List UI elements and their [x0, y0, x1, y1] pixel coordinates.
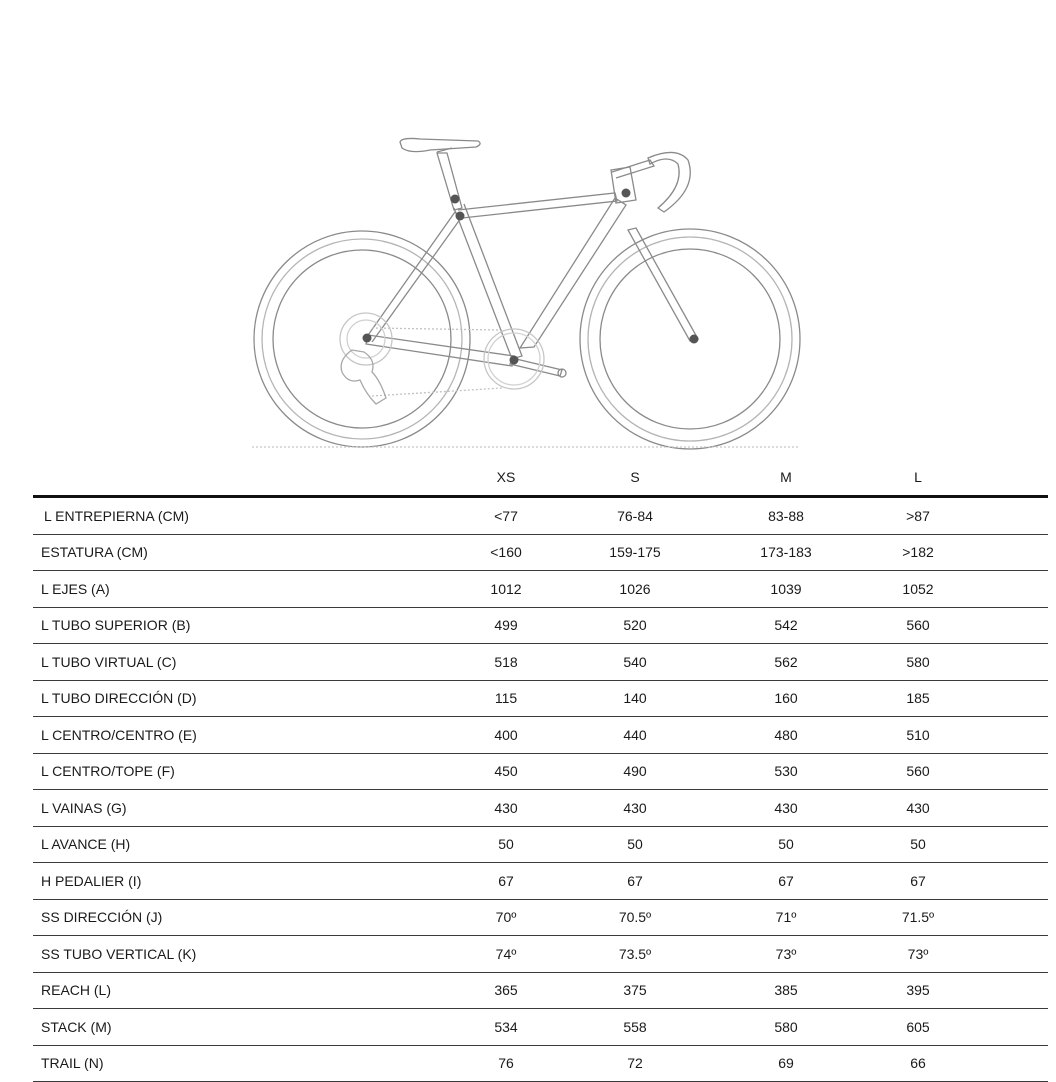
row-value: 83-88 — [768, 508, 804, 524]
row-value: 71.5º — [902, 909, 934, 925]
table-row — [33, 535, 1048, 572]
table-row — [33, 717, 1048, 754]
row-label: STACK (M) — [41, 1019, 112, 1035]
row-value: 375 — [623, 982, 646, 998]
row-label: SS TUBO VERTICAL (K) — [41, 946, 196, 962]
row-value: >87 — [906, 508, 930, 524]
table-row — [33, 863, 1048, 900]
row-value: 70º — [496, 909, 517, 925]
size-header-l: L — [914, 469, 922, 485]
row-value: 365 — [494, 982, 517, 998]
row-label: L TUBO SUPERIOR (B) — [41, 617, 190, 633]
row-value: 115 — [495, 690, 517, 706]
table-row — [33, 644, 1048, 681]
row-value: 430 — [494, 800, 517, 816]
table-body — [33, 498, 1048, 1082]
row-value: 400 — [494, 727, 517, 743]
row-value: 605 — [906, 1019, 929, 1035]
geometry-table — [33, 460, 1048, 1082]
row-value: 395 — [906, 982, 929, 998]
table-row — [33, 900, 1048, 937]
row-label: L EJES (A) — [41, 581, 110, 597]
row-label: L CENTRO/TOPE (F) — [41, 763, 175, 779]
row-value: 430 — [623, 800, 646, 816]
table-row — [33, 754, 1048, 791]
row-value: 66 — [910, 1055, 926, 1071]
row-value: 50 — [910, 836, 926, 852]
row-label: L ENTREPIERNA (CM) — [44, 508, 189, 524]
row-label: L CENTRO/CENTRO (E) — [41, 727, 197, 743]
row-value: 67 — [627, 873, 643, 889]
table-row — [33, 973, 1048, 1010]
row-value: 67 — [910, 873, 926, 889]
row-value: 430 — [774, 800, 797, 816]
size-header-m: M — [780, 469, 792, 485]
table-row — [33, 1009, 1048, 1046]
row-value: 1026 — [619, 581, 650, 597]
row-label: TRAIL (N) — [41, 1055, 103, 1071]
row-value: 560 — [906, 763, 929, 779]
row-value: 499 — [494, 617, 517, 633]
row-value: 76-84 — [617, 508, 653, 524]
row-value: 67 — [498, 873, 514, 889]
row-value: 160 — [774, 690, 797, 706]
row-value: 73º — [776, 946, 797, 962]
row-value: 562 — [774, 654, 797, 670]
row-value: 50 — [627, 836, 643, 852]
row-label: L TUBO VIRTUAL (C) — [41, 654, 176, 670]
table-row — [33, 571, 1048, 608]
row-value: 580 — [906, 654, 929, 670]
row-value: 430 — [906, 800, 929, 816]
row-value: 530 — [774, 763, 797, 779]
row-value: 518 — [494, 654, 517, 670]
row-value: 72 — [627, 1055, 643, 1071]
row-value: 534 — [494, 1019, 517, 1035]
table-row — [33, 681, 1048, 718]
row-value: 70.5º — [619, 909, 651, 925]
row-value: 560 — [906, 617, 929, 633]
table-row — [33, 827, 1048, 864]
row-label: REACH (L) — [41, 982, 111, 998]
row-value: 185 — [906, 690, 929, 706]
size-header-xs: XS — [497, 469, 516, 485]
row-value: 580 — [774, 1019, 797, 1035]
row-value: 385 — [774, 982, 797, 998]
row-label: L AVANCE (H) — [41, 836, 130, 852]
row-value: 542 — [774, 617, 797, 633]
row-value: >182 — [902, 544, 934, 560]
row-label: L TUBO DIRECCIÓN (D) — [41, 690, 197, 706]
row-value: 159-175 — [609, 544, 660, 560]
row-label: SS DIRECCIÓN (J) — [41, 909, 162, 925]
row-value: 520 — [623, 617, 646, 633]
table-row — [33, 936, 1048, 973]
row-label: L VAINAS (G) — [41, 800, 127, 816]
row-value: 173-183 — [760, 544, 811, 560]
table-header-row — [33, 460, 1048, 498]
row-value: 67 — [778, 873, 794, 889]
row-value: <160 — [490, 544, 522, 560]
row-value: 1039 — [770, 581, 801, 597]
row-value: 490 — [623, 763, 646, 779]
row-value: 50 — [778, 836, 794, 852]
row-value: 510 — [906, 727, 929, 743]
bike-geometry-illustration — [240, 125, 820, 460]
row-value: 558 — [623, 1019, 646, 1035]
row-value: 480 — [774, 727, 797, 743]
row-value: 140 — [623, 690, 646, 706]
row-value: 73.5º — [619, 946, 651, 962]
row-value: 1052 — [902, 581, 933, 597]
table-row — [33, 1046, 1048, 1082]
row-value: 440 — [623, 727, 646, 743]
row-value: 1012 — [490, 581, 521, 597]
row-value: 74º — [496, 946, 517, 962]
row-value: 540 — [623, 654, 646, 670]
row-value: 69 — [778, 1055, 794, 1071]
table-row — [33, 790, 1048, 827]
size-header-s: S — [630, 469, 639, 485]
table-row — [33, 498, 1048, 535]
row-value: 450 — [494, 763, 517, 779]
row-label: ESTATURA (CM) — [41, 544, 148, 560]
row-value: 76 — [498, 1055, 514, 1071]
row-value: 50 — [498, 836, 514, 852]
table-row — [33, 608, 1048, 645]
row-value: 71º — [776, 909, 797, 925]
row-value: 73º — [908, 946, 929, 962]
row-label: H PEDALIER (I) — [41, 873, 141, 889]
row-value: <77 — [494, 508, 518, 524]
